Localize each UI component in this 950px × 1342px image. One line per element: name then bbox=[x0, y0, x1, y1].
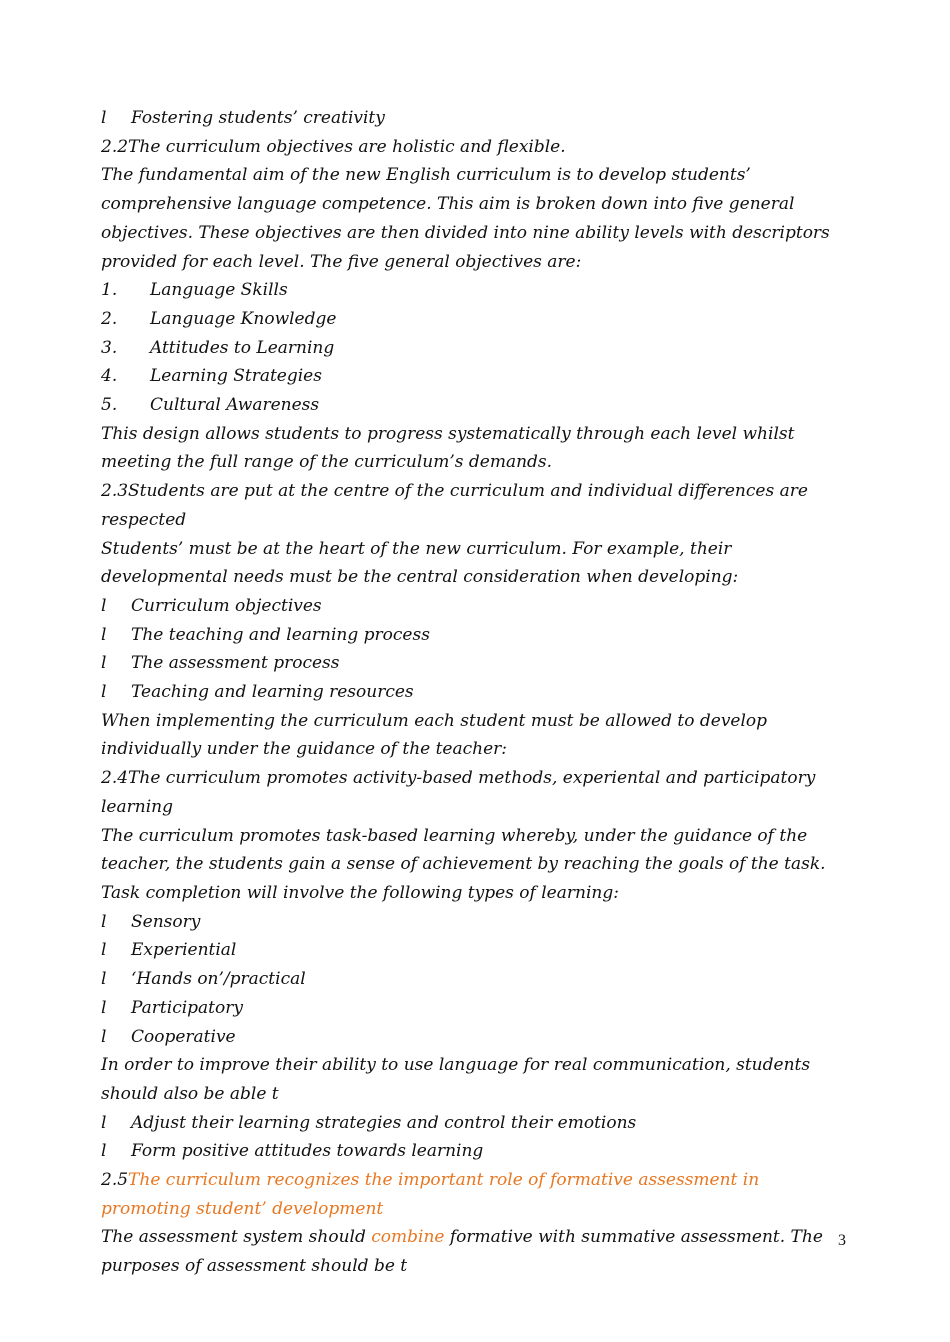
objective-label: Learning Strategies bbox=[150, 366, 322, 387]
objective-number: 3. bbox=[101, 337, 118, 358]
paragraph-text-start: The assessment system should bbox=[101, 1227, 372, 1248]
bullet-text: Fostering students’ creativity bbox=[131, 108, 385, 128]
bullet-text: Form positive attitudes towards learning bbox=[131, 1141, 484, 1162]
bullet-text: Adjust their learning strategies and control their emotions bbox=[131, 1112, 637, 1133]
bullet-text: The assessment process bbox=[131, 653, 340, 674]
paragraph-task-based: The curriculum promotes task-based learning whereby, under the guidance of the teacher, the students gain a sense of achievement by reaching the goals of the task. Task completion will involve the following types of learning: bbox=[101, 825, 826, 903]
bullet-item bbox=[101, 592, 849, 621]
paragraph-implementing: When implementing the curriculum each student must be allowed to develop individually under the guidance of the teacher: bbox=[101, 710, 768, 760]
paragraph-design: This design allows students to progress systematically through each level whilst meeting the full range of the curriculum’s demands. bbox=[101, 423, 795, 473]
paragraph-students-centre: Students’ must be at the heart of the new curriculum. For example, their developmental needs must be the central consideration when developing: bbox=[101, 538, 739, 588]
bullet-item bbox=[101, 1023, 849, 1052]
bullet-item bbox=[101, 1109, 849, 1138]
bullet-item bbox=[101, 1137, 849, 1166]
objective-item bbox=[101, 276, 849, 305]
bullet-item bbox=[101, 649, 849, 678]
bullet-item bbox=[101, 908, 849, 937]
bullet-marker: l bbox=[101, 1026, 107, 1047]
bullet-marker: l bbox=[101, 108, 107, 128]
section-heading-2-2: 2.2The curriculum objectives are holistic and flexible. bbox=[101, 136, 566, 157]
bullet-marker: l bbox=[101, 1112, 107, 1133]
page-number: 3 bbox=[838, 1232, 846, 1249]
objective-number: 5. bbox=[101, 395, 118, 416]
section-number: 2.5 bbox=[101, 1170, 129, 1191]
objective-number: 1. bbox=[101, 280, 118, 301]
objective-item bbox=[101, 391, 849, 420]
bullet-text: Sensory bbox=[131, 911, 201, 932]
bullet-text: Teaching and learning resources bbox=[131, 682, 414, 703]
bullet-text: Participatory bbox=[131, 997, 243, 1018]
bullet-marker: l bbox=[101, 969, 107, 990]
paragraph-text-end: formative with summative assessment. The purposes of assessment should be t bbox=[101, 1227, 823, 1277]
section-heading-2-3: 2.3Students are put at the centre of the curriculum and individual differences are respected bbox=[101, 481, 808, 530]
highlighted-word: combine bbox=[371, 1227, 445, 1248]
section-heading-2-5 bbox=[101, 1166, 849, 1223]
objective-label: Attitudes to Learning bbox=[150, 337, 335, 358]
objective-item bbox=[101, 305, 849, 334]
section-title-highlighted: The curriculum recognizes the important role of formative assessment in promoting student’ development bbox=[101, 1170, 760, 1219]
section-heading-2-4: 2.4The curriculum promotes activity-based methods, experiental and participatory learning bbox=[101, 768, 816, 817]
objective-label: Cultural Awareness bbox=[150, 395, 320, 416]
bullet-item bbox=[101, 994, 849, 1023]
bullet-marker: l bbox=[101, 1141, 107, 1162]
bullet-text: Experiential bbox=[131, 940, 237, 961]
bullet-marker: l bbox=[101, 653, 107, 674]
objective-label: Language Knowledge bbox=[150, 308, 337, 329]
bullet-marker: l bbox=[101, 682, 107, 703]
bullet-text: ‘Hands on’/practical bbox=[131, 969, 306, 990]
objective-number: 4. bbox=[101, 366, 118, 387]
document-page bbox=[101, 104, 849, 1281]
objective-item bbox=[101, 334, 849, 363]
objective-item bbox=[101, 362, 849, 391]
paragraph-assessment bbox=[101, 1223, 849, 1280]
bullet-marker: l bbox=[101, 595, 107, 616]
bullet-text: The teaching and learning process bbox=[131, 624, 430, 645]
objective-number: 2. bbox=[101, 308, 118, 329]
bullet-marker: l bbox=[101, 997, 107, 1018]
bullet-text: Cooperative bbox=[131, 1026, 236, 1047]
bullet-marker: l bbox=[101, 911, 107, 932]
bullet-text: Curriculum objectives bbox=[131, 595, 322, 616]
bullet-item bbox=[101, 621, 849, 650]
bullet-item bbox=[101, 936, 849, 965]
paragraph-aim: The fundamental aim of the new English curriculum is to develop students’ comprehensive language competence. This aim is broken down into five general objectives. These objectives are then divided into nine ability levels with descriptors provided for each level. The five general objectives are: bbox=[101, 165, 830, 272]
bullet-marker: l bbox=[101, 940, 107, 961]
objective-label: Language Skills bbox=[150, 280, 288, 301]
paragraph-communication: In order to improve their ability to use language for real communication, students should also be able t bbox=[101, 1055, 811, 1104]
bullet-item bbox=[101, 965, 849, 994]
bullet-item bbox=[101, 678, 849, 707]
bullet-item bbox=[101, 104, 849, 133]
bullet-marker: l bbox=[101, 624, 107, 645]
